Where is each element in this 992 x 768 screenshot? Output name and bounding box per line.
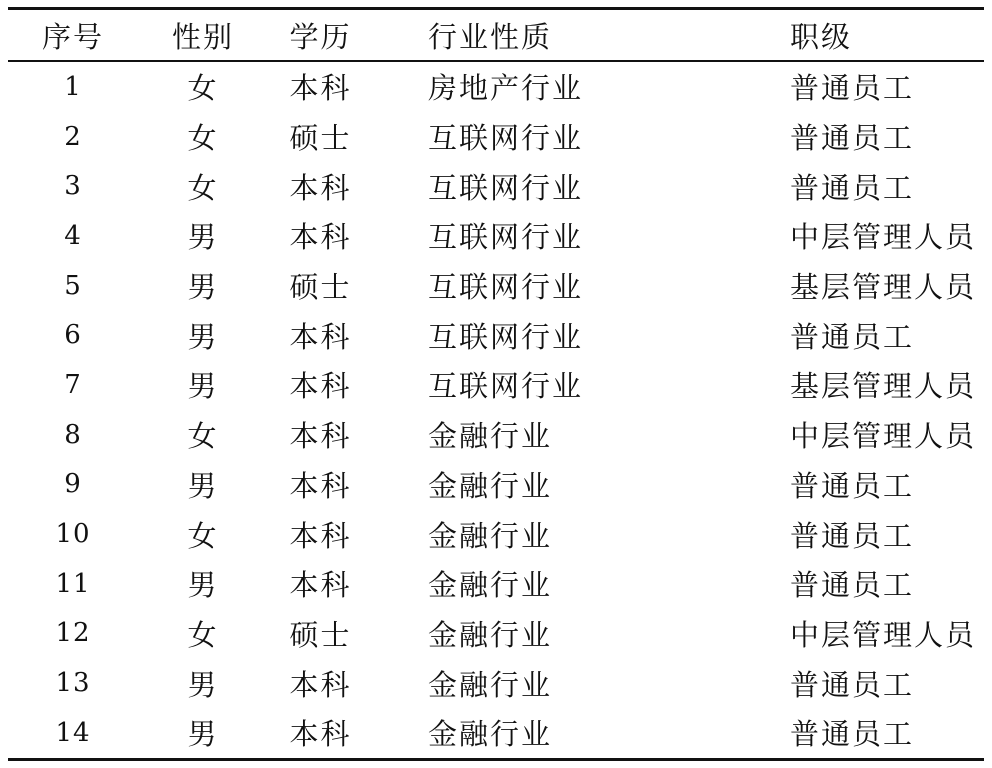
cell-gender: 女	[187, 518, 219, 553]
cell-job-level: 普通员工	[790, 568, 915, 603]
cell-education: 本科	[289, 468, 352, 503]
cell-industry: 互联网行业	[428, 369, 584, 404]
cell-job-level: 中层管理人员	[790, 617, 977, 652]
cell-education: 本科	[289, 319, 352, 354]
table-row	[8, 609, 984, 659]
cell-serial-number: 11	[55, 568, 91, 599]
cell-job-level: 中层管理人员	[790, 419, 977, 454]
cell-serial-number: 7	[64, 369, 82, 400]
cell-education: 本科	[289, 71, 352, 106]
table-row	[8, 261, 984, 311]
cell-serial-number: 2	[64, 121, 82, 152]
cell-industry: 金融行业	[428, 667, 553, 702]
table-row	[8, 310, 984, 360]
cell-education: 硕士	[289, 121, 352, 156]
cell-industry: 金融行业	[428, 568, 553, 603]
table-row	[8, 460, 984, 510]
cell-serial-number: 3	[64, 171, 82, 202]
header-job-level: 职级	[790, 19, 853, 54]
cell-job-level: 基层管理人员	[790, 270, 977, 305]
cell-serial-number: 4	[64, 220, 82, 251]
cell-job-level: 普通员工	[790, 667, 915, 702]
cell-job-level: 中层管理人员	[790, 220, 977, 255]
cell-serial-number: 5	[64, 270, 82, 301]
table-row	[8, 410, 984, 460]
cell-serial-number: 10	[55, 519, 91, 550]
table-header-row	[8, 10, 984, 60]
cell-job-level: 普通员工	[790, 518, 915, 553]
cell-industry: 金融行业	[428, 518, 553, 553]
data-table	[8, 7, 984, 761]
header-serial-number: 序号	[41, 19, 104, 54]
cell-serial-number: 12	[55, 618, 91, 649]
cell-education: 本科	[289, 717, 352, 752]
header-industry: 行业性质	[428, 19, 553, 54]
cell-gender: 男	[187, 667, 219, 702]
table-row	[8, 708, 984, 758]
cell-serial-number: 8	[64, 419, 82, 450]
cell-education: 本科	[289, 220, 352, 255]
cell-gender: 男	[187, 270, 219, 305]
cell-serial-number: 6	[64, 320, 82, 351]
cell-serial-number: 14	[55, 717, 91, 748]
cell-industry: 金融行业	[428, 717, 553, 752]
table-row	[8, 62, 984, 112]
cell-job-level: 普通员工	[790, 71, 915, 106]
cell-industry: 互联网行业	[428, 319, 584, 354]
cell-gender: 男	[187, 568, 219, 603]
table-row	[8, 161, 984, 211]
table-row	[8, 559, 984, 609]
cell-job-level: 普通员工	[790, 170, 915, 205]
header-education: 学历	[289, 19, 352, 54]
cell-industry: 互联网行业	[428, 220, 584, 255]
cell-industry: 金融行业	[428, 468, 553, 503]
cell-gender: 女	[187, 71, 219, 106]
cell-job-level: 普通员工	[790, 468, 915, 503]
cell-education: 硕士	[289, 617, 352, 652]
cell-gender: 女	[187, 419, 219, 454]
header-gender: 性别	[171, 19, 234, 54]
cell-serial-number: 1	[64, 71, 82, 102]
cell-gender: 男	[187, 220, 219, 255]
cell-industry: 金融行业	[428, 419, 553, 454]
cell-education: 硕士	[289, 270, 352, 305]
cell-education: 本科	[289, 419, 352, 454]
table-row	[8, 112, 984, 162]
table-row	[8, 658, 984, 708]
table-body	[8, 62, 984, 758]
cell-job-level: 普通员工	[790, 121, 915, 156]
table-row	[8, 360, 984, 410]
cell-education: 本科	[289, 369, 352, 404]
table-row	[8, 509, 984, 559]
cell-serial-number: 13	[55, 668, 91, 699]
cell-education: 本科	[289, 518, 352, 553]
cell-industry: 互联网行业	[428, 170, 584, 205]
cell-industry: 互联网行业	[428, 121, 584, 156]
cell-gender: 女	[187, 617, 219, 652]
cell-gender: 女	[187, 121, 219, 156]
cell-job-level: 基层管理人员	[790, 369, 977, 404]
cell-gender: 女	[187, 170, 219, 205]
cell-industry: 互联网行业	[428, 270, 584, 305]
cell-industry: 房地产行业	[428, 71, 584, 106]
table-row	[8, 211, 984, 261]
cell-education: 本科	[289, 667, 352, 702]
cell-industry: 金融行业	[428, 617, 553, 652]
cell-job-level: 普通员工	[790, 717, 915, 752]
cell-job-level: 普通员工	[790, 319, 915, 354]
cell-gender: 男	[187, 369, 219, 404]
cell-education: 本科	[289, 568, 352, 603]
cell-gender: 男	[187, 717, 219, 752]
cell-education: 本科	[289, 170, 352, 205]
cell-serial-number: 9	[64, 469, 82, 500]
cell-gender: 男	[187, 468, 219, 503]
table-bottom-rule	[8, 758, 984, 761]
cell-gender: 男	[187, 319, 219, 354]
